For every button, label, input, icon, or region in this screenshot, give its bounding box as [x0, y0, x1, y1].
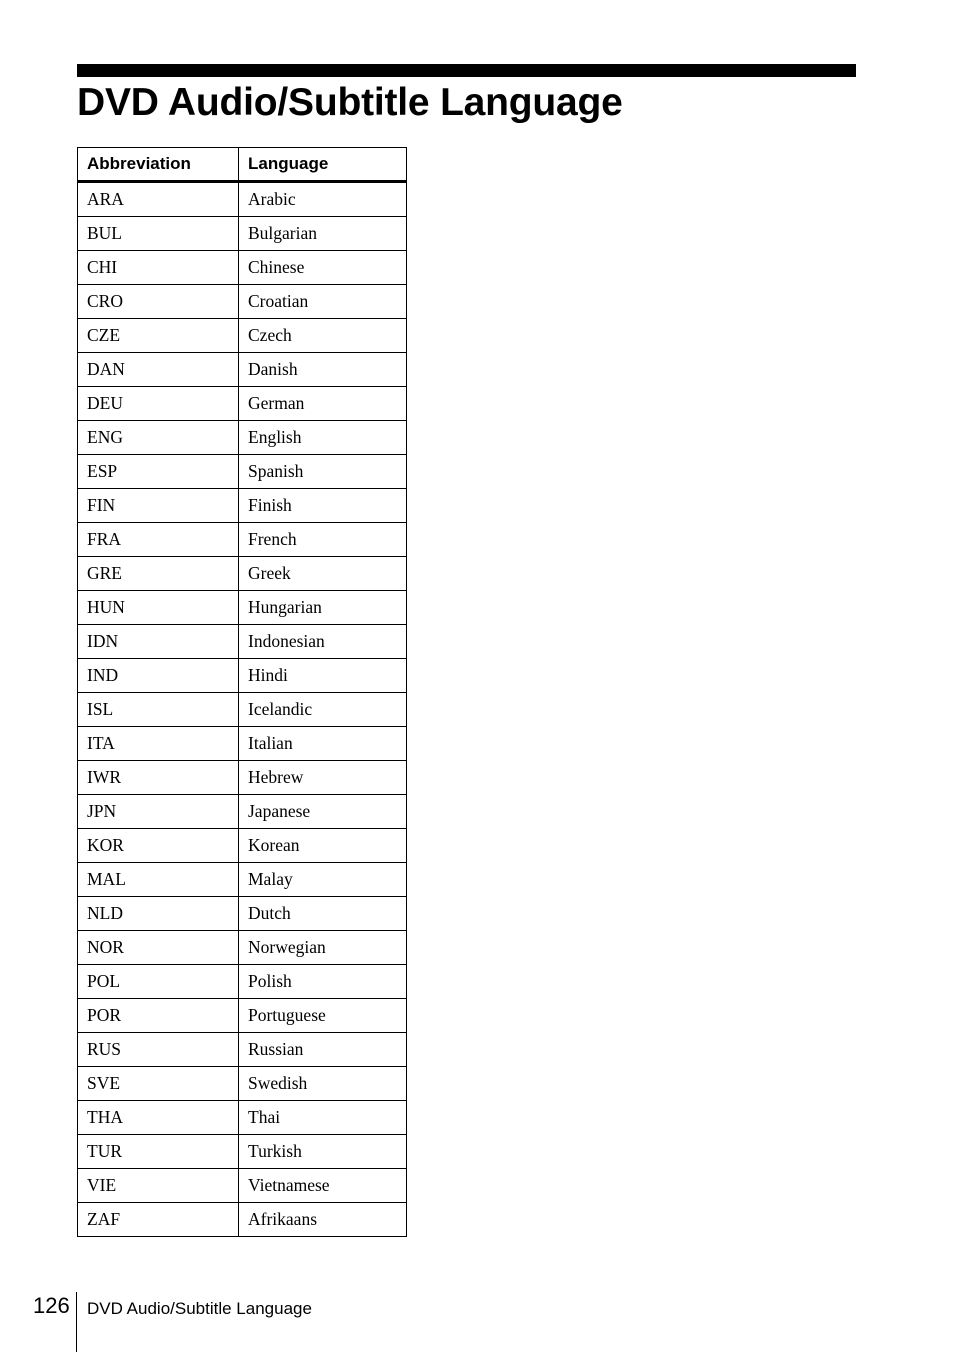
table-row — [78, 523, 407, 557]
table-row — [78, 557, 407, 591]
table-row — [78, 455, 407, 489]
cell-language: Afrikaans — [239, 1203, 407, 1237]
cell-abbreviation: THA — [78, 1101, 239, 1135]
cell-abbreviation: IND — [78, 659, 239, 693]
cell-language: Chinese — [239, 251, 407, 285]
header-abbreviation: Abbreviation — [78, 148, 239, 182]
table-row — [78, 353, 407, 387]
cell-language: Korean — [239, 829, 407, 863]
cell-language: Greek — [239, 557, 407, 591]
cell-language: Icelandic — [239, 693, 407, 727]
table-row — [78, 1135, 407, 1169]
cell-abbreviation: DEU — [78, 387, 239, 421]
footer-rule — [76, 1292, 77, 1352]
cell-abbreviation: HUN — [78, 591, 239, 625]
cell-language: Bulgarian — [239, 217, 407, 251]
cell-language: Czech — [239, 319, 407, 353]
cell-language: Finish — [239, 489, 407, 523]
cell-abbreviation: KOR — [78, 829, 239, 863]
table-row — [78, 591, 407, 625]
cell-abbreviation: DAN — [78, 353, 239, 387]
cell-abbreviation: IDN — [78, 625, 239, 659]
cell-language: Swedish — [239, 1067, 407, 1101]
cell-abbreviation: FIN — [78, 489, 239, 523]
table-row — [78, 489, 407, 523]
table-row — [78, 319, 407, 353]
cell-abbreviation: TUR — [78, 1135, 239, 1169]
table-row — [78, 863, 407, 897]
cell-language: Norwegian — [239, 931, 407, 965]
cell-language: Thai — [239, 1101, 407, 1135]
cell-abbreviation: ARA — [78, 182, 239, 217]
table-row — [78, 965, 407, 999]
cell-abbreviation: JPN — [78, 795, 239, 829]
table-row — [78, 1169, 407, 1203]
cell-abbreviation: FRA — [78, 523, 239, 557]
cell-abbreviation: ESP — [78, 455, 239, 489]
cell-language: English — [239, 421, 407, 455]
cell-language: Arabic — [239, 182, 407, 217]
table-row — [78, 999, 407, 1033]
cell-language: Vietnamese — [239, 1169, 407, 1203]
cell-abbreviation: RUS — [78, 1033, 239, 1067]
cell-language: Russian — [239, 1033, 407, 1067]
table-row — [78, 1033, 407, 1067]
cell-abbreviation: NOR — [78, 931, 239, 965]
table-row — [78, 795, 407, 829]
table-row — [78, 727, 407, 761]
cell-abbreviation: ISL — [78, 693, 239, 727]
cell-abbreviation: CRO — [78, 285, 239, 319]
cell-language: French — [239, 523, 407, 557]
cell-abbreviation: POR — [78, 999, 239, 1033]
table-row — [78, 285, 407, 319]
table-row — [78, 251, 407, 285]
cell-language: Spanish — [239, 455, 407, 489]
cell-language: Hungarian — [239, 591, 407, 625]
table-row — [78, 625, 407, 659]
cell-abbreviation: BUL — [78, 217, 239, 251]
cell-language: Polish — [239, 965, 407, 999]
cell-language: Croatian — [239, 285, 407, 319]
cell-language: Hindi — [239, 659, 407, 693]
table-row — [78, 659, 407, 693]
cell-abbreviation: MAL — [78, 863, 239, 897]
cell-abbreviation: GRE — [78, 557, 239, 591]
cell-language: Portuguese — [239, 999, 407, 1033]
cell-abbreviation: NLD — [78, 897, 239, 931]
cell-abbreviation: POL — [78, 965, 239, 999]
cell-abbreviation: ENG — [78, 421, 239, 455]
cell-language: Italian — [239, 727, 407, 761]
cell-language: Hebrew — [239, 761, 407, 795]
cell-abbreviation: VIE — [78, 1169, 239, 1203]
table-row — [78, 829, 407, 863]
table-row — [78, 1101, 407, 1135]
footer-section-title: DVD Audio/Subtitle Language — [87, 1299, 312, 1318]
cell-abbreviation: IWR — [78, 761, 239, 795]
table-row — [78, 897, 407, 931]
table-row — [78, 1067, 407, 1101]
table-body — [78, 182, 407, 1237]
cell-language: Malay — [239, 863, 407, 897]
cell-language: Dutch — [239, 897, 407, 931]
page-title: DVD Audio/Subtitle Language — [77, 81, 623, 124]
table-row — [78, 387, 407, 421]
table-row — [78, 217, 407, 251]
table-row — [78, 182, 407, 217]
cell-abbreviation: SVE — [78, 1067, 239, 1101]
table-row — [78, 693, 407, 727]
language-table — [77, 147, 407, 1237]
table-row — [78, 421, 407, 455]
header-language: Language — [239, 148, 407, 182]
table-row — [78, 1203, 407, 1237]
page-number: 126 — [33, 1293, 70, 1318]
cell-abbreviation: CHI — [78, 251, 239, 285]
cell-abbreviation: CZE — [78, 319, 239, 353]
cell-abbreviation: ITA — [78, 727, 239, 761]
table-row — [78, 761, 407, 795]
cell-language: Danish — [239, 353, 407, 387]
cell-abbreviation: ZAF — [78, 1203, 239, 1237]
cell-language: German — [239, 387, 407, 421]
cell-language: Indonesian — [239, 625, 407, 659]
table-header-row — [78, 148, 407, 182]
cell-language: Turkish — [239, 1135, 407, 1169]
title-rule — [77, 64, 856, 77]
table-row — [78, 931, 407, 965]
cell-language: Japanese — [239, 795, 407, 829]
